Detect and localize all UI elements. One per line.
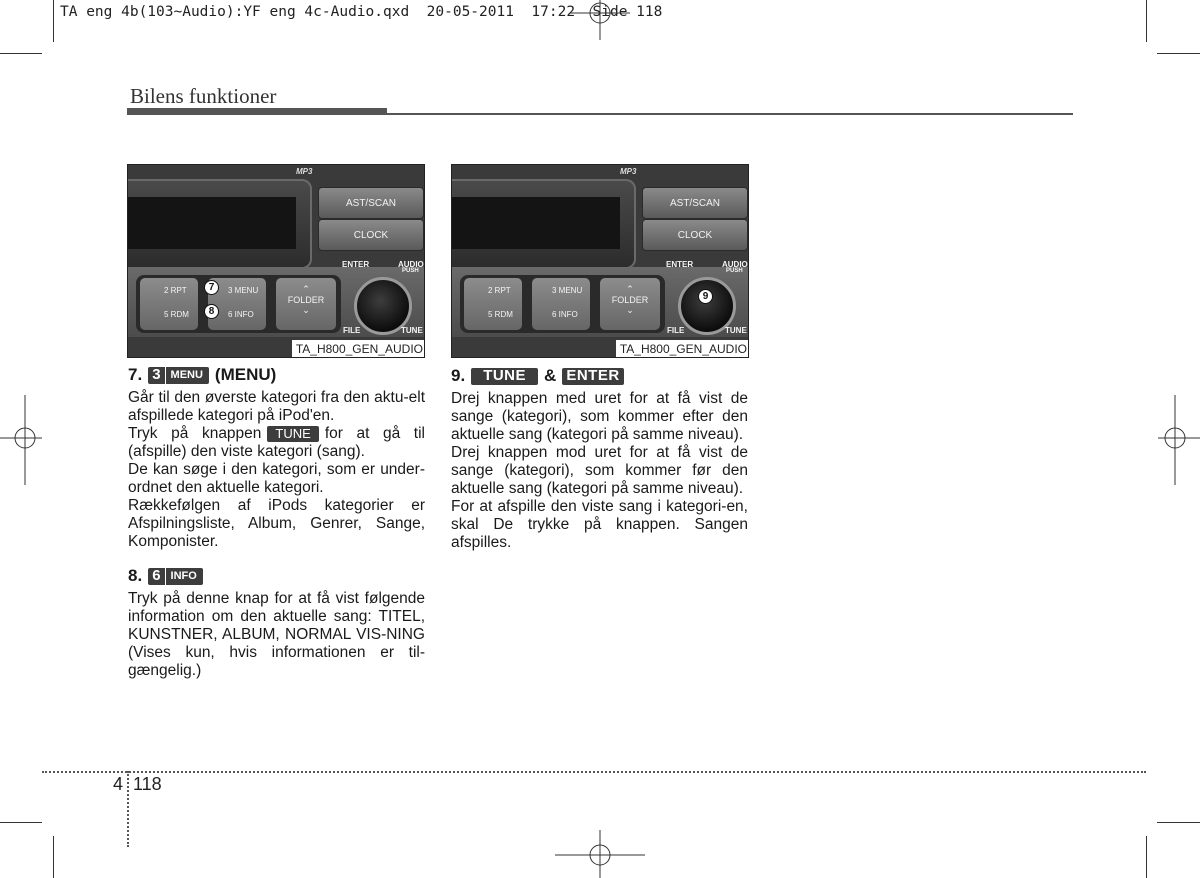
item-9-ampersand: &: [544, 366, 557, 385]
crop-mark: [1146, 836, 1147, 878]
callout-9: 9: [698, 289, 713, 304]
display-housing: [128, 179, 312, 269]
item-9-paragraph-1: Drej knappen med uret for at få vist de sange (kategori), som kommer efter den aktuelle sang (kategori på samme niveau).: [451, 390, 748, 443]
item-9-paragraph-2: Drej knappen mod uret for at få vist de sange (kategori), som kommer før den aktuelle sang (kategori på samme niveau).: [451, 444, 748, 497]
crop-mark: [0, 822, 42, 823]
item-7-p2-after: for at gå til (afspille) den viste kategori (sang).: [128, 425, 425, 460]
file-label: FILE: [667, 326, 685, 335]
crop-mark: [1157, 53, 1200, 54]
ast-scan-button: AST/SCAN: [318, 187, 424, 219]
crop-mark: [53, 836, 54, 878]
preset-key-3-6: [532, 278, 590, 330]
display-screen: [128, 197, 296, 249]
right-column: [451, 365, 748, 552]
item-7-paragraph-4: Rækkefølgen af iPods kategorier er Afspilningsliste, Album, Genrer, Sange, Komponister.: [128, 497, 425, 550]
mp3-label: MP3: [620, 167, 637, 176]
preset-keys: [460, 275, 665, 333]
key-5-rdm-label: 5 RDM: [488, 310, 513, 319]
page-number: 118: [133, 774, 162, 794]
left-column: [128, 364, 425, 680]
item-8-paragraph-1: Tryk på denne knap for at få vist følgende information om den aktuelle sang: TITEL, KUNSTNER, ALBUM, NORMAL VIS-NING (Vises kun, hvis informationen er til-gængelig.): [128, 590, 425, 679]
audio-panel-photo-left: [127, 164, 425, 358]
footer-dotted-divider: [127, 771, 129, 847]
print-header: TA eng 4b(103~Audio):YF eng 4c-Audio.qxd 20-05-2011 17:22 Side 118: [60, 4, 663, 20]
folder-key: [276, 278, 336, 330]
section-title: Bilens funktioner: [130, 84, 277, 108]
item-7-suffix: (MENU): [214, 365, 277, 384]
item-9-heading: [451, 365, 748, 387]
preset-keys: [136, 275, 341, 333]
info-key-label: INFO: [170, 570, 197, 582]
title-rule-thin: [387, 113, 1073, 115]
callout-7: 7: [204, 280, 219, 295]
crop-mark: [0, 53, 42, 54]
item-9-paragraph-3: For at afspille den viste sang i kategori-en, skal De trykke på knappen. Sangen afspilles.: [451, 498, 748, 551]
key-6-info-label: 6 INFO: [228, 310, 254, 319]
key-3-menu-label: 3 MENU: [228, 286, 259, 295]
photo-caption: TA_H800_GEN_AUDIO: [292, 340, 424, 357]
item-7-number: 7.: [128, 365, 143, 384]
tune-label: TUNE: [725, 326, 747, 335]
menu-key-label: MENU: [170, 369, 203, 381]
enter-label: ENTER: [342, 260, 370, 269]
push-label: PUSH: [726, 268, 743, 274]
chevron-up-icon: ⌃: [626, 284, 634, 294]
key-6-info-label: 6 INFO: [552, 310, 578, 319]
preset-key-2-5: [140, 278, 198, 330]
mp3-label: MP3: [296, 167, 313, 176]
audio-panel-photo-right: [451, 164, 749, 358]
registration-mark-left: [0, 395, 42, 485]
registration-mark-right: [1158, 395, 1200, 485]
chevron-down-icon: ⌄: [626, 305, 634, 315]
clock-button: CLOCK: [642, 219, 748, 251]
crop-mark: [53, 0, 54, 42]
key-3-menu-label: 3 MENU: [552, 286, 583, 295]
item-7-p2-before: Tryk på knappen: [128, 425, 262, 442]
info-key-number: 6: [148, 567, 165, 585]
push-label: PUSH: [402, 268, 419, 274]
crop-mark: [1157, 822, 1200, 823]
title-rule-thick: [127, 108, 387, 115]
item-7-paragraph-3: De kan søge i den kategori, som er under-ordnet den aktuelle kategori.: [128, 461, 425, 496]
clock-button: CLOCK: [318, 219, 424, 251]
registration-mark-bottom: [555, 830, 645, 878]
chevron-down-icon: ⌄: [302, 305, 310, 315]
info-key-chip: [148, 568, 203, 585]
display-screen: [452, 197, 620, 249]
photo-caption: TA_H800_GEN_AUDIO: [616, 340, 748, 357]
file-label: FILE: [343, 326, 361, 335]
item-8-number: 8.: [128, 566, 143, 585]
chevron-up-icon: ⌃: [302, 284, 310, 294]
tune-label: TUNE: [401, 326, 423, 335]
folder-key: [600, 278, 660, 330]
item-8-heading: [128, 565, 425, 587]
menu-key-number: 3: [148, 366, 165, 384]
audio-label: AUDIO: [398, 260, 424, 269]
ast-scan-button: AST/SCAN: [642, 187, 748, 219]
key-2-rpt-label: 2 RPT: [488, 286, 511, 295]
folder-label: FOLDER: [287, 295, 325, 305]
key-5-rdm-label: 5 RDM: [164, 310, 189, 319]
enter-label: ENTER: [666, 260, 694, 269]
display-housing: [452, 179, 636, 269]
key-2-rpt-label: 2 RPT: [164, 286, 187, 295]
enter-chip: ENTER: [562, 368, 623, 385]
audio-label: AUDIO: [722, 260, 748, 269]
callout-8: 8: [204, 304, 219, 319]
item-7-paragraph-2: [128, 425, 425, 461]
footer-dotted-rule: [42, 771, 1146, 773]
item-9-number: 9.: [451, 366, 466, 385]
preset-key-2-5: [464, 278, 522, 330]
chapter-number: 4: [113, 774, 124, 794]
tune-chip: TUNE: [471, 368, 538, 385]
tune-chip-inline: TUNE: [267, 426, 318, 442]
registration-mark-top: [570, 0, 630, 40]
item-7-heading: [128, 364, 425, 386]
item-7-paragraph-1: Går til den øverste kategori fra den aktu-elt afspillede kategori på iPod'en.: [128, 389, 425, 424]
crop-mark: [1146, 0, 1147, 42]
menu-key-chip: [148, 367, 209, 384]
folder-label: FOLDER: [611, 295, 649, 305]
